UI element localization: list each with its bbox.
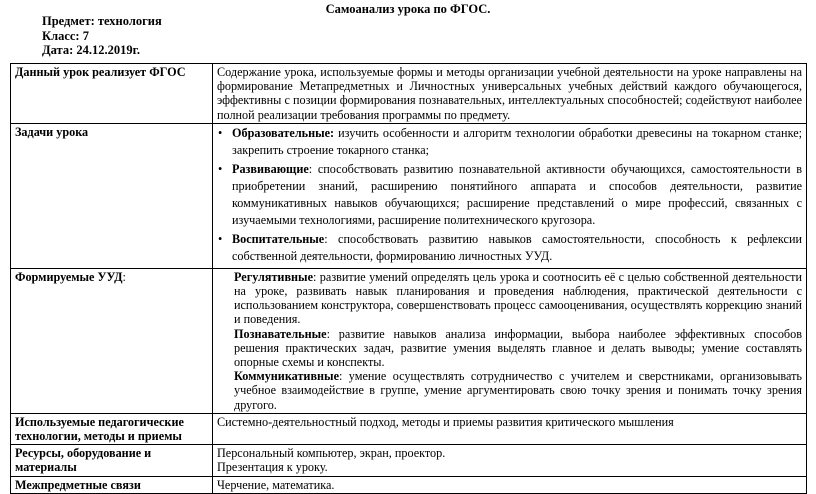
resources-line: Презентация к уроку. [217, 460, 328, 475]
tasks-list [217, 125, 802, 265]
row-fgos [11, 64, 807, 124]
uud-head: Коммуникативные [234, 369, 339, 384]
uud-content [213, 268, 807, 413]
resources-content [213, 445, 807, 476]
task-text: изучить особенности и алгоритм технологии обработки древесины на токарном станке; закрепить строение токарного станка; [232, 125, 802, 157]
fgos-label: Данный урок реализует ФГОС [11, 64, 213, 124]
task-head: Образовательные: [232, 125, 335, 140]
uud-text: : развитие навыков анализа информации, выбора наиболее эффективных способов решения практических задач, развитие умения выделять главное и делать выводы; умение составлять опорные схемы и конспекты. [234, 326, 802, 370]
lesson-meta [42, 14, 162, 58]
uud-label-text: Формируемые УУД [15, 269, 123, 284]
fgos-content: Содержание урока, используемые формы и методы организации учебной деятельности на уроке направлены на формирование Метапредметных и Личностных универсальных учебных действий каждого обучающегося, эффективны с позиции формирования познавательных, интеллектуальных способностей; содействуют наиболее полной реализации требования программы по предмету. [213, 64, 807, 124]
resources-label: Ресурсы, оборудование и материалы [11, 445, 213, 476]
task-text: : способствовать развитию познавательной активности обучающихся, самостоятельности в приобретении знаний, расширению понятийного аппарата и способов деятельности, развитие коммуникативных навыков обучающихся; расширение представлений о мире профессий, связанных с изучаемыми технологиями, расширение политехнического кругозора. [232, 161, 802, 227]
grade-line: Класс: 7 [42, 28, 89, 43]
tasks-content [213, 123, 807, 268]
document-title: Самоанализ урока по ФГОС. [325, 2, 491, 16]
methods-content: Системно-деятельностный подход, методы и приемы развития критического мышления [213, 413, 807, 444]
uud-label-colon: : [122, 269, 126, 284]
row-methods [11, 413, 807, 444]
subject-line: Предмет: технология [42, 14, 162, 28]
analysis-table [10, 63, 807, 494]
row-resources [11, 445, 807, 476]
date-line: Дата: 24.12.2019г. [42, 43, 140, 57]
task-text: : способствовать развитию навыков самостоятельности, способность к рефлексии собственной деятельности, формированию личностных УУД. [232, 231, 802, 263]
task-item-developmental [217, 161, 802, 229]
uud-item-regulatory [234, 270, 802, 327]
resources-line: Персональный компьютер, экран, проектор. [217, 446, 446, 461]
links-content: Черчение, математика. [213, 476, 807, 493]
task-head: Развивающие [232, 161, 309, 176]
task-head: Воспитательные [232, 231, 325, 246]
uud-head: Познавательные [234, 326, 327, 341]
row-uud [11, 268, 807, 413]
links-label: Межпредметные связи [11, 476, 213, 493]
uud-text: : развитие умений определять цель урока и соотносить её с целью собственной деятельности на уроке, развивать навык планирования и проведения наблюдения, практической деятельности с использованием конструктора, совершенствовать процесс самооценивания, осуществлять коррекцию знаний и поведения. [234, 269, 802, 327]
uud-item-communicative [234, 369, 802, 412]
uud-item-cognitive [234, 327, 802, 370]
methods-label: Используемые педагогические технологии, методы и приемы [11, 413, 213, 444]
uud-label [11, 268, 213, 413]
row-tasks [11, 123, 807, 268]
task-item-educational [217, 125, 802, 159]
task-item-upbringing [217, 231, 802, 265]
uud-text: : умение осуществлять сотрудничество с учителем и сверстниками, организовывать учебное взаимодействие в группе, умение аргументировать свою точку зрения и понимать точку зрения другого. [234, 369, 802, 412]
tasks-label: Задачи урока [11, 123, 213, 268]
row-links [11, 476, 807, 493]
uud-head: Регулятивные [234, 269, 313, 284]
